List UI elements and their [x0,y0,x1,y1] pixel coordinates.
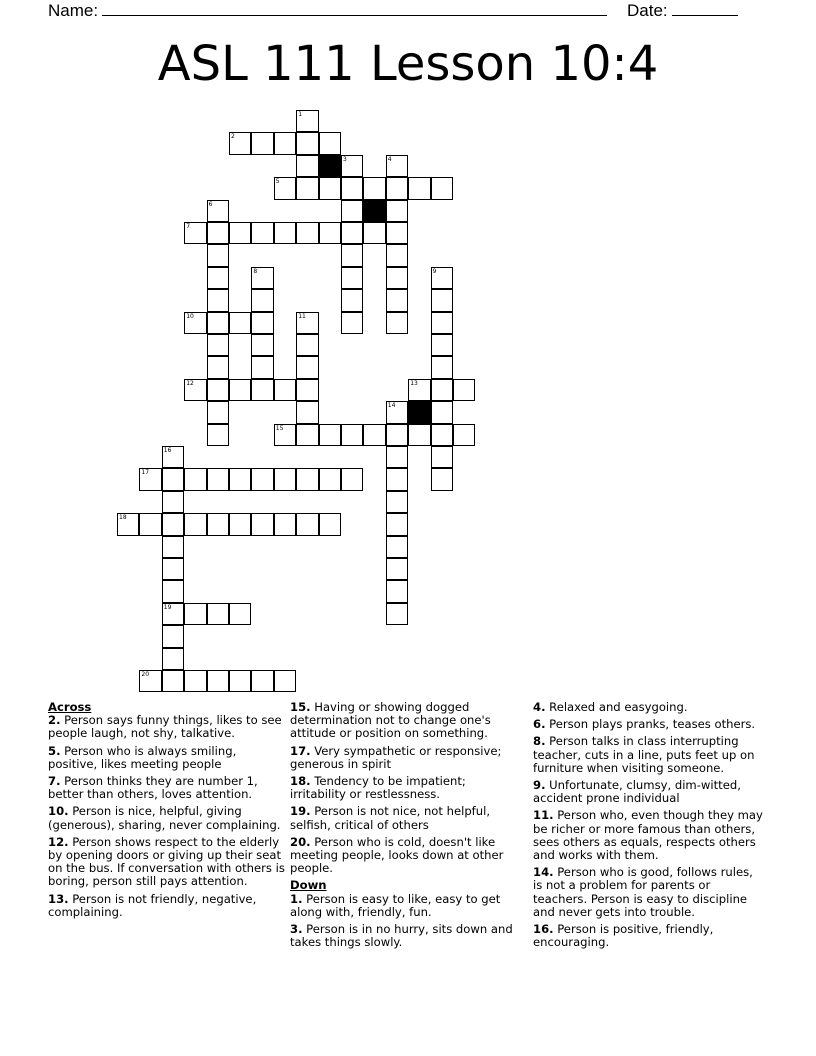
down-clue [533,701,765,714]
crossword-cell[interactable] [207,379,229,401]
across-clue [290,775,515,801]
crossword-cell[interactable] [386,536,408,558]
crossword-cell[interactable] [386,558,408,580]
crossword-cell[interactable] [162,603,184,625]
crossword-cell[interactable] [341,289,363,311]
crossword-cell[interactable] [296,356,318,378]
crossword-cell[interactable] [319,468,341,490]
crossword-cell[interactable] [207,356,229,378]
crossword-cell[interactable] [274,513,296,535]
crossword-cell[interactable] [386,424,408,446]
crossword-cell[interactable] [386,289,408,311]
crossword-cell[interactable] [319,177,341,199]
clue-text: Person thinks they are number 1, better than others, loves attention. [48,774,258,802]
crossword-block [319,155,341,177]
date-blank-line[interactable] [672,0,738,16]
across-clue [290,745,515,771]
clue-number: 12. [48,834,69,849]
clue-number: 6 [208,200,213,208]
crossword-cell[interactable] [296,155,318,177]
crossword-cell[interactable] [117,513,139,535]
crossword-cell[interactable] [341,267,363,289]
crossword-cell[interactable] [207,267,229,289]
crossword-cell[interactable] [386,155,408,177]
clue-number: 18. [290,774,311,789]
down-clue [290,923,515,949]
crossword-cell[interactable] [184,379,206,401]
crossword-cell[interactable] [207,244,229,266]
crossword-cell[interactable] [386,603,408,625]
crossword-cell[interactable] [363,222,385,244]
crossword-cell[interactable] [274,468,296,490]
clue-number: 4. [533,700,546,714]
crossword-cell[interactable] [386,468,408,490]
crossword-cell[interactable] [296,177,318,199]
crossword-cell[interactable] [386,491,408,513]
crossword-cell[interactable] [408,379,430,401]
across-clue [290,701,515,741]
clue-number: 2 [231,133,235,141]
crossword-cell[interactable] [431,177,453,199]
across-clue [48,714,286,740]
clue-text: Person who is cold, doesn't like meeting people, looks down at other people. [290,834,504,876]
clue-number: 4 [387,155,392,163]
crossword-cell[interactable] [274,177,296,199]
clue-number: 11 [298,312,306,320]
crossword-cell[interactable] [162,670,184,692]
crossword-cell[interactable] [207,289,229,311]
clues-column-3 [533,701,765,953]
crossword-cell[interactable] [207,424,229,446]
across-clue [48,805,286,831]
crossword-cell[interactable] [207,603,229,625]
crossword-cell[interactable] [229,603,251,625]
crossword-cell[interactable] [386,312,408,334]
clue-number: 5. [48,743,61,758]
clue-number: 11. [533,808,554,823]
crossword-cell[interactable] [162,580,184,602]
crossword-cell[interactable] [296,132,318,154]
crossword-cell[interactable] [274,670,296,692]
crossword-cell[interactable] [229,132,251,154]
crossword-cell[interactable] [139,468,161,490]
clue-text: Unfortunate, clumsy, dim-witted, accident prone individual [533,778,741,806]
clue-number: 20. [290,834,311,849]
clue-number: 19 [163,603,172,611]
clue-number: 16 [163,447,172,454]
crossword-cell[interactable] [386,200,408,222]
crossword-cell[interactable] [139,513,161,535]
crossword-cell[interactable] [251,379,273,401]
clue-number: 15 [275,424,284,432]
clue-number: 20 [141,671,150,678]
crossword-cell[interactable] [184,312,206,334]
crossword-cell[interactable] [296,222,318,244]
crossword-cell[interactable] [431,468,453,490]
crossword-cell[interactable] [431,267,453,289]
clue-number: 7. [48,774,61,789]
crossword-cell[interactable] [386,446,408,468]
crossword-cell[interactable] [274,222,296,244]
name-blank-line[interactable] [102,0,607,16]
crossword-cell[interactable] [341,177,363,199]
down-heading: Down [290,878,327,893]
crossword-block [408,401,430,423]
clue-number: 14. [533,865,554,880]
clue-number: 3 [343,155,347,163]
clue-number: 13. [48,891,69,906]
crossword-cell[interactable] [251,289,273,311]
crossword-cell[interactable] [251,468,273,490]
crossword-cell[interactable] [251,222,273,244]
clue-number: 16. [533,922,554,937]
clues-column-1 [48,701,286,923]
crossword-cell[interactable] [431,379,453,401]
crossword-cell[interactable] [207,334,229,356]
down-clue [533,735,765,775]
crossword-cell[interactable] [162,625,184,647]
crossword-cell[interactable] [296,334,318,356]
clue-number: 7 [186,223,191,230]
crossword-cell[interactable] [319,424,341,446]
clue-text: Person says funny things, likes to see people laugh, not shy, talkative. [48,713,282,741]
crossword-cell[interactable] [319,132,341,154]
crossword-cell[interactable] [386,580,408,602]
worksheet-header [0,0,816,22]
crossword-cell[interactable] [319,222,341,244]
crossword-cell[interactable] [274,379,296,401]
crossword-cell[interactable] [162,513,184,535]
crossword-cell[interactable] [341,244,363,266]
across-heading: Across [48,700,92,714]
crossword-cell[interactable] [408,177,430,199]
across-clue [48,775,286,801]
crossword-cell[interactable] [386,244,408,266]
clue-text: Person who is good, follows rules, is not a problem for parents or teachers. Person is easy to discipline and never gets into trouble. [533,865,753,919]
crossword-cell[interactable] [296,312,318,334]
crossword-cell[interactable] [453,379,475,401]
clue-number: 1. [290,891,303,906]
crossword-cell[interactable] [431,401,453,423]
crossword-cell[interactable] [229,312,251,334]
clue-number: 12 [186,379,194,387]
crossword-cell[interactable] [229,222,251,244]
clue-text: Person is easy to like, easy to get along with, friendly, fun. [290,891,501,919]
crossword-cell[interactable] [207,513,229,535]
clue-text: Tendency to be impatient; irritability or restlessness. [290,774,466,802]
crossword-cell[interactable] [296,110,318,132]
crossword-cell[interactable] [453,424,475,446]
crossword-cell[interactable] [184,222,206,244]
crossword-cell[interactable] [251,267,273,289]
clue-text: Person is positive, friendly, encouraging. [533,922,714,950]
clue-number: 8. [533,734,546,749]
name-field [48,0,607,20]
down-clue [533,809,765,862]
clue-number: 14 [387,402,396,410]
clues-column-2 [290,701,515,953]
crossword-cell[interactable] [408,424,430,446]
down-clue [533,923,765,949]
down-clue [533,779,765,805]
across-clue [48,745,286,771]
clue-number: 13 [410,379,418,387]
clue-number: 3. [290,922,303,937]
clue-number: 9 [432,267,437,275]
crossword-cell[interactable] [386,267,408,289]
crossword-cell[interactable] [341,312,363,334]
crossword-cell[interactable] [162,536,184,558]
clue-text: Person talks in class interrupting teacher, cuts in a line, puts feet up on furniture when visiting someone. [533,734,755,775]
crossword-cell[interactable] [296,468,318,490]
crossword-cell[interactable] [207,468,229,490]
clue-number: 2. [48,713,61,728]
clue-number: 1 [298,111,303,118]
clue-number: 5 [275,178,280,186]
crossword-cell[interactable] [184,670,206,692]
crossword-cell[interactable] [251,670,273,692]
clue-text: Person plays pranks, teases others. [545,717,756,732]
crossword-cell[interactable] [341,424,363,446]
crossword-cell[interactable] [139,670,161,692]
crossword-cell[interactable] [296,401,318,423]
crossword-cell[interactable] [341,222,363,244]
crossword-cell[interactable] [229,468,251,490]
crossword-cell[interactable] [251,312,273,334]
date-field [627,0,738,20]
crossword-cell[interactable] [207,670,229,692]
date-label: Date: [627,1,668,20]
crossword-cell[interactable] [207,200,229,222]
crossword-cell[interactable] [341,468,363,490]
crossword-cell[interactable] [386,177,408,199]
clue-text: Person who, even though they may be richer or more famous than others, sees others as equals, respects others and works with them. [533,808,763,863]
clue-text: Person shows respect to the elderly by opening doors or giving up their seat on the bus. If conversation with others is boring, person still pays attention. [48,834,285,889]
clue-number: 18 [119,514,127,522]
crossword-cell[interactable] [296,513,318,535]
crossword-cell[interactable] [431,289,453,311]
crossword-block [363,200,385,222]
crossword-cell[interactable] [162,446,184,468]
crossword-cell[interactable] [184,603,206,625]
clue-text: Person is not friendly, negative, complaining. [48,891,257,919]
crossword-cell[interactable] [229,513,251,535]
crossword-cell[interactable] [274,132,296,154]
clue-number: 9. [533,778,546,793]
name-label: Name: [48,1,99,20]
clue-number: 19. [290,804,311,819]
crossword-cell[interactable] [319,513,341,535]
crossword-cell[interactable] [251,513,273,535]
clue-text: Person who is always smiling, positive, likes meeting people [48,743,237,771]
crossword-cell[interactable] [251,356,273,378]
crossword-cell[interactable] [162,468,184,490]
crossword-cell[interactable] [386,222,408,244]
clue-text: Having or showing dogged determination not to change one's attitude or position on something. [290,700,491,741]
crossword-cell[interactable] [184,468,206,490]
crossword-cell[interactable] [296,379,318,401]
crossword-cell[interactable] [386,401,408,423]
crossword-grid [117,110,476,693]
crossword-cell[interactable] [162,648,184,670]
crossword-cell[interactable] [341,155,363,177]
down-clue [290,893,515,919]
crossword-cell[interactable] [162,558,184,580]
crossword-cell[interactable] [207,222,229,244]
clue-text: Person is nice, helpful, giving (generous), sharing, never complaining. [48,804,281,832]
clue-number: 10. [48,804,69,819]
clue-number: 6. [533,717,546,732]
down-clue [533,866,765,919]
clue-text: Very sympathetic or responsive; generous in spirit [290,743,502,771]
crossword-cell[interactable] [431,356,453,378]
clue-number: 10 [186,312,194,320]
clue-number: 17. [290,743,311,758]
crossword-cell[interactable] [363,177,385,199]
page-title: ASL 111 Lesson 10:4 [157,36,659,92]
clue-number: 17 [141,469,150,477]
crossword-cell[interactable] [386,513,408,535]
clue-text: Person is not nice, not helpful, selfish, critical of others [290,804,491,832]
crossword-cell[interactable] [251,334,273,356]
crossword-cell[interactable] [431,334,453,356]
across-clue [290,805,515,831]
crossword-cell[interactable] [207,312,229,334]
crossword-cell[interactable] [431,424,453,446]
down-clue [533,718,765,731]
crossword-cell[interactable] [274,424,296,446]
clue-text: Relaxed and easygoing. [545,700,688,714]
across-clue [290,836,515,876]
crossword-cell[interactable] [341,200,363,222]
crossword-cell[interactable] [431,446,453,468]
crossword-cell[interactable] [184,513,206,535]
crossword-cell[interactable] [251,132,273,154]
crossword-cell[interactable] [207,401,229,423]
crossword-cell[interactable] [229,379,251,401]
crossword-cell[interactable] [296,424,318,446]
across-clue [48,836,286,889]
clue-text: Person is in no hurry, sits down and takes things slowly. [290,922,513,950]
crossword-cell[interactable] [431,312,453,334]
clue-number: 15. [290,700,311,714]
clue-number: 8 [253,267,258,275]
crossword-cell[interactable] [363,424,385,446]
crossword-cell[interactable] [162,491,184,513]
crossword-cell[interactable] [229,670,251,692]
across-clue [48,893,286,919]
